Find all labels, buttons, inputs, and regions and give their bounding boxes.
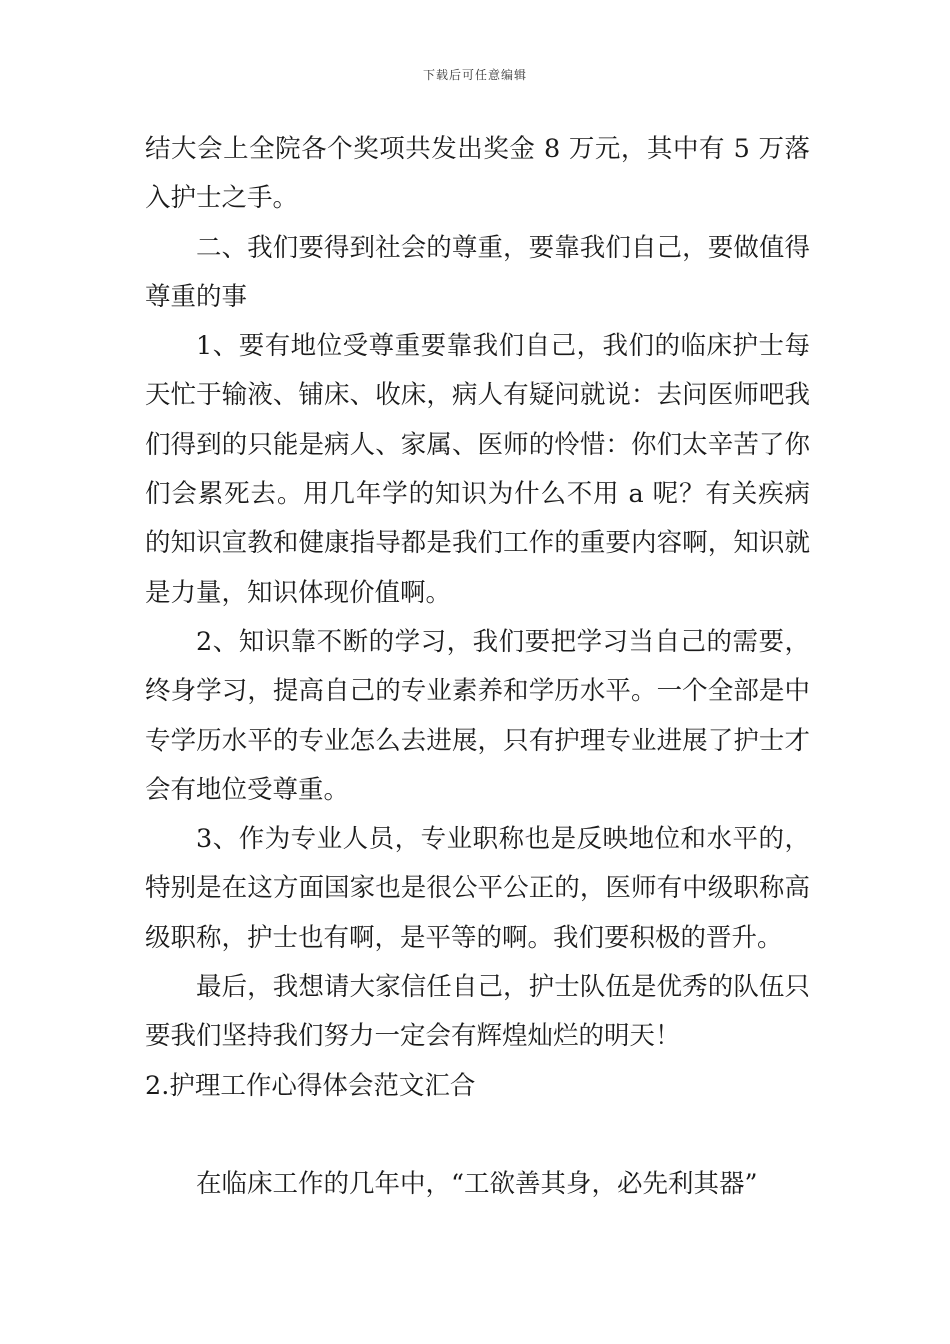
paragraph-continuation: 结大会上全院各个奖项共发出奖金 8 万元，其中有 5 万落入护士之手。 [145, 134, 810, 214]
paragraph-point-3: 3、作为专业人员，专业职称也是反映地位和水平的，特别是在这方面国家也是很公平公正的，医师有中级职称高级职称，护士也有啊，是平等的啊。我们要积极的晋升。 [145, 824, 810, 953]
paragraph-point-2: 2、知识靠不断的学习，我们要把学习当自己的需要，终身学习，提高自己的专业素养和学历水平。一个全部是中专学历水平的专业怎么去进展，只有护理专业进展了护士才会有地位受尊重。 [145, 626, 810, 805]
header-note: 下载后可任意编辑 [422, 68, 527, 82]
article-heading: 2.护理工作心得体会范文汇合 [145, 1070, 476, 1101]
paragraph-point-1: 1、要有地位受尊重要靠我们自己，我们的临床护士每天忙于输液、铺床、收床，病人有疑问就说：去问医师吧我们得到的只能是病人、家属、医师的怜惜：你们太辛苦了你们会累死去。用几年学的知识为什么不用 a 呢？有关疾病的知识宣教和健康指导都是我们工作的重要内容啊，知识就是力量，知识体现价值啊。 [145, 331, 810, 608]
section-heading-two: 二、我们要得到社会的尊重，要靠我们自己，要做值得尊重的事 [145, 232, 810, 312]
paragraph-intro: 在临床工作的几年中，“工欲善其身，必先利其器” [196, 1169, 758, 1200]
document-body [145, 125, 810, 1210]
paragraph-closing: 最后，我想请大家信任自己，护士队伍是优秀的队伍只要我们坚持我们努力一定会有辉煌灿烂的明天！ [145, 972, 810, 1052]
blank-line [145, 1111, 810, 1160]
